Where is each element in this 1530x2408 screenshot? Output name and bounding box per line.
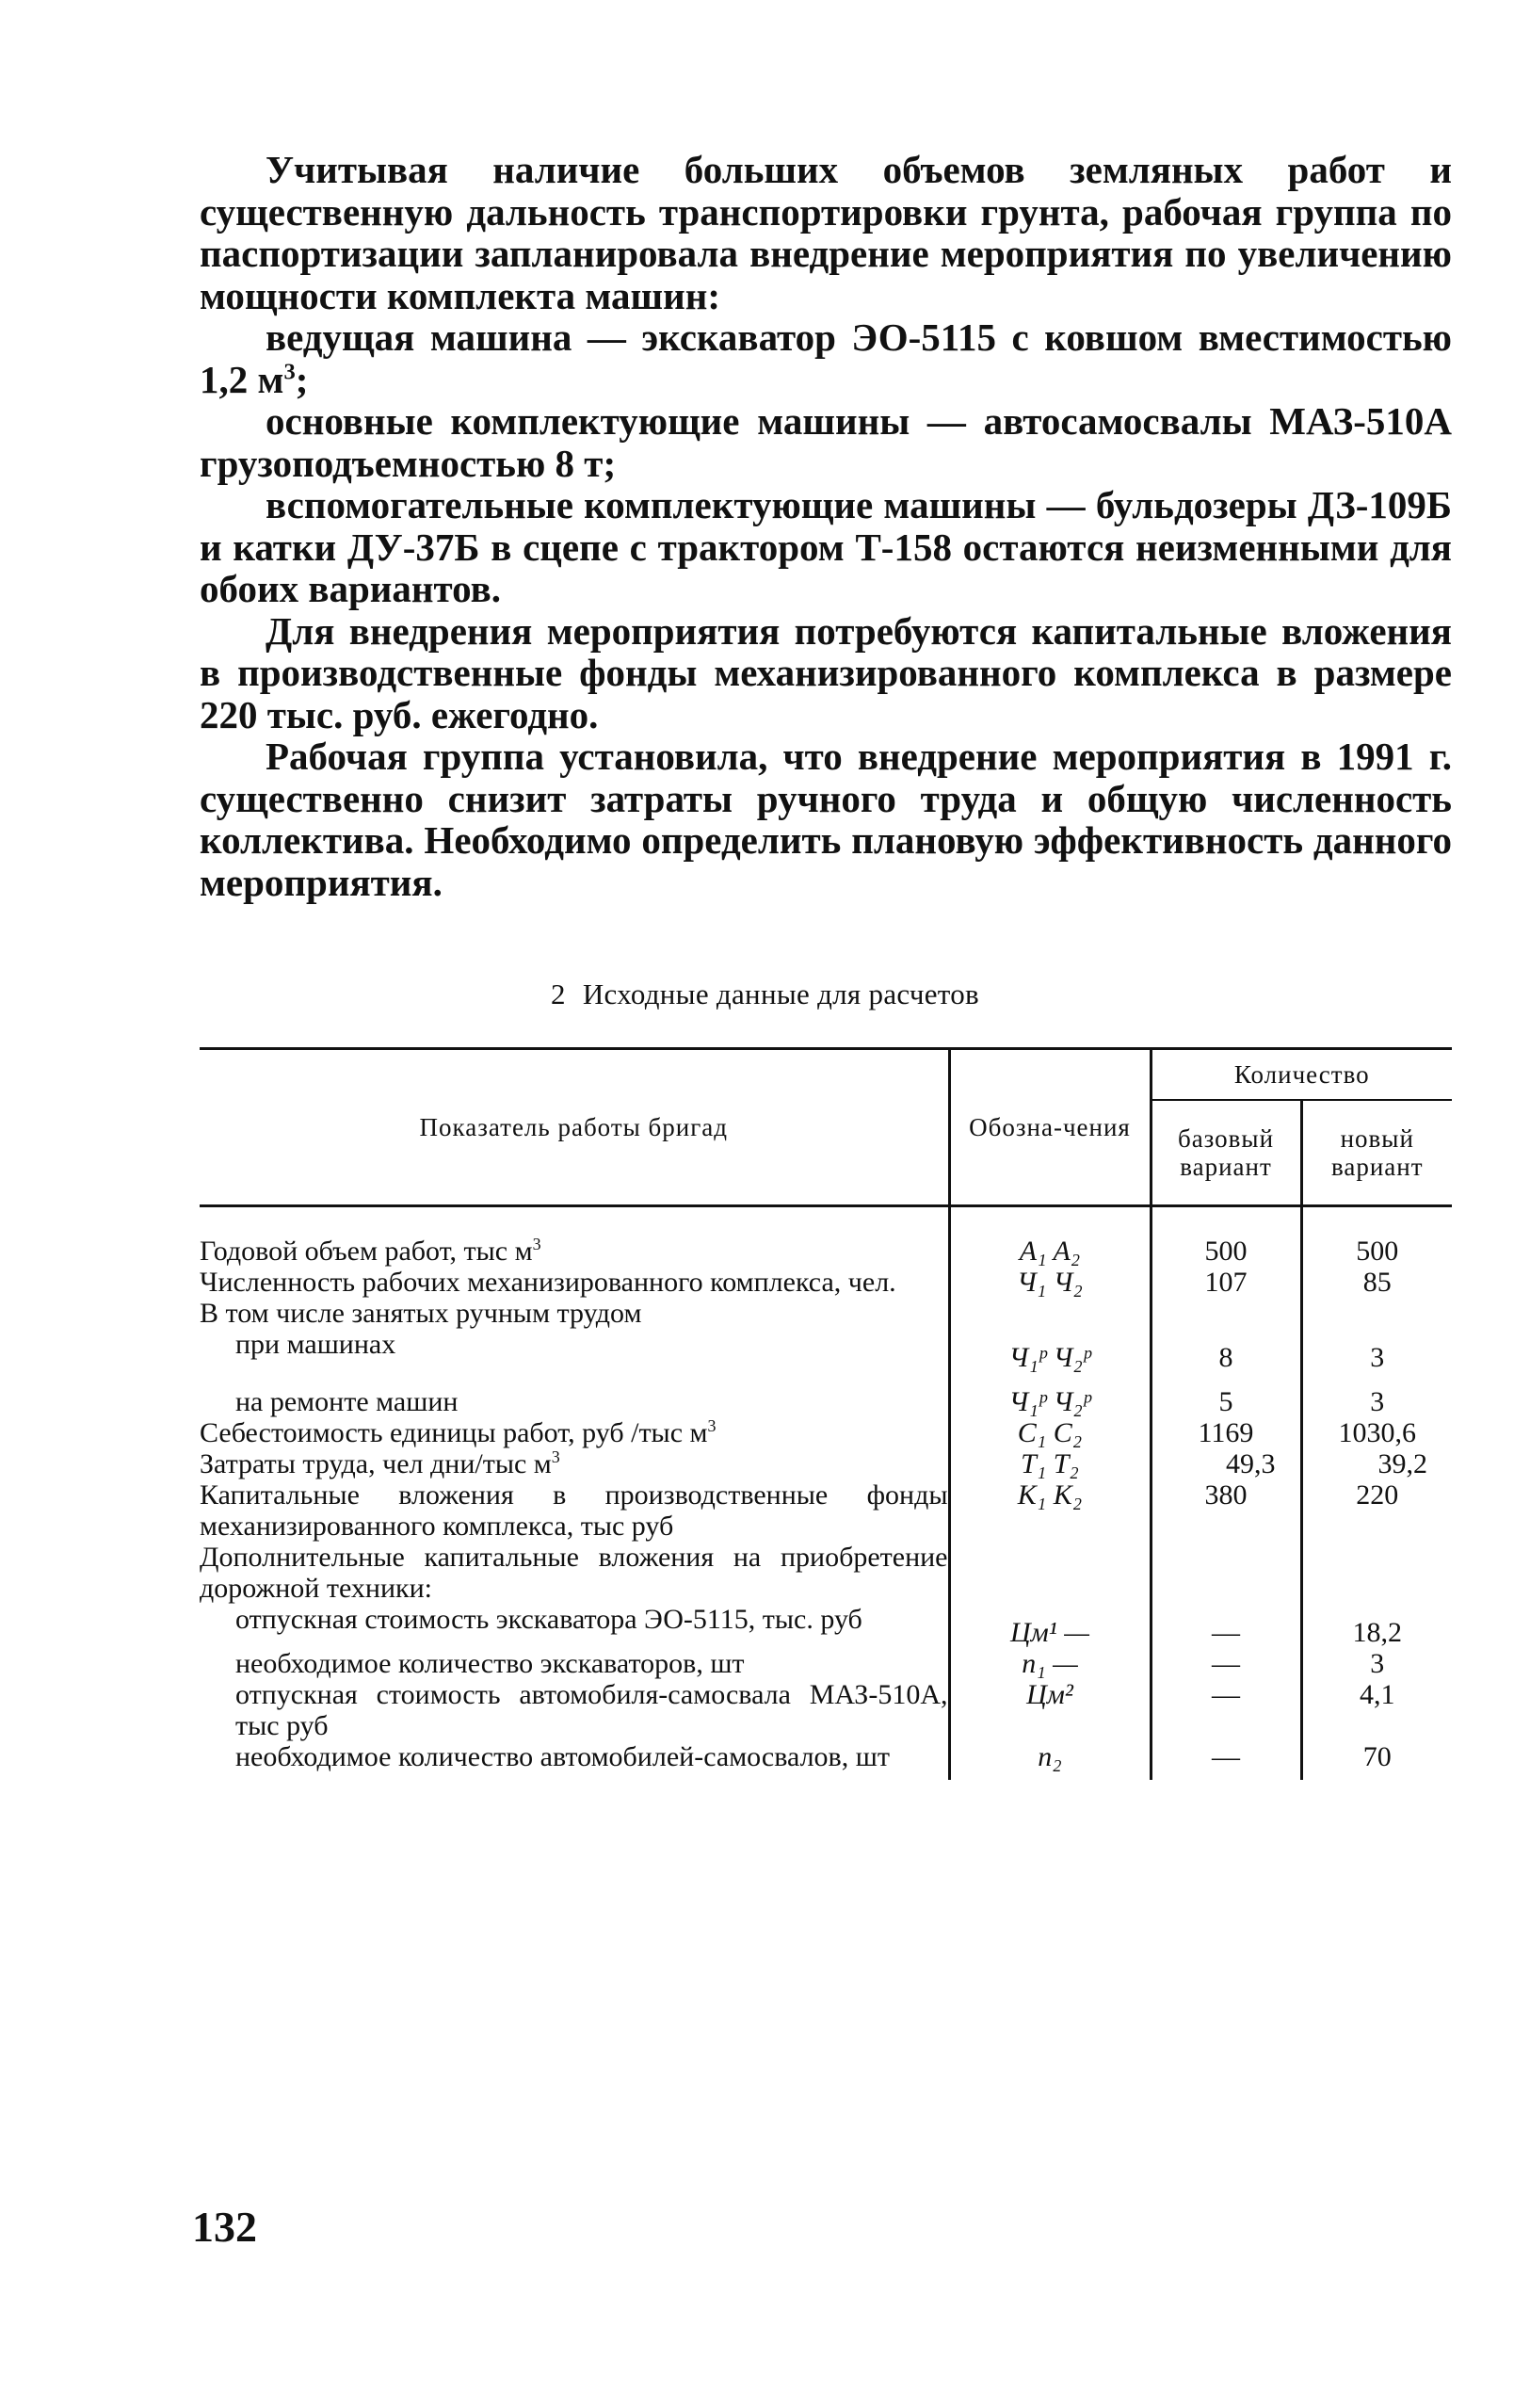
symbol-cell: n₁ — xyxy=(949,1648,1151,1679)
new-value xyxy=(1301,1542,1452,1604)
indicator-cell xyxy=(200,1448,949,1479)
symbol-cell: K₁ K₂ xyxy=(949,1479,1151,1542)
indicator-cell: Дополнительные капитальные вложения на приобретение дорожной техники: xyxy=(200,1542,948,1604)
base-value xyxy=(1151,1298,1301,1329)
symbol-cell: Цм¹ — xyxy=(949,1604,1151,1648)
table-number: 2 xyxy=(551,978,566,1010)
indicator-cell: на ремонте машин xyxy=(235,1386,459,1417)
table-row xyxy=(200,1542,1452,1604)
symbol-cell xyxy=(949,1542,1151,1604)
new-value: 4,1 xyxy=(1301,1679,1452,1741)
indicator-cell: отпускная стоимость экскаватора ЭО-5115, тыс. руб xyxy=(235,1604,862,1635)
base-value: 8 xyxy=(1151,1329,1301,1373)
table-row xyxy=(200,1741,1452,1780)
table-caption xyxy=(0,978,1530,1011)
base-value: 1169 xyxy=(1151,1417,1301,1448)
new-value: 70 xyxy=(1301,1741,1452,1780)
base-value: 49,3 xyxy=(1151,1448,1301,1479)
new-value: 3 xyxy=(1301,1329,1452,1373)
new-value: 500 xyxy=(1301,1206,1452,1268)
new-value xyxy=(1301,1298,1452,1329)
new-value: 3 xyxy=(1301,1648,1452,1679)
paragraph: Учитывая наличие больших объемов земляных работ и существенную дальность транспортировки грунта, рабочая группа по паспортизации запланировала внедрение мероприятия по увеличению мощности комплекта машин: xyxy=(200,148,1452,317)
symbol-cell: Ч₁ᵖ Ч₂ᵖ xyxy=(949,1329,1151,1373)
table-row xyxy=(200,1298,1452,1329)
indicator-text: Годовой объем работ, тыс м xyxy=(200,1236,533,1267)
indicator-cell xyxy=(200,1417,949,1448)
indicator-cell: необходимое количество автомобилей-самосвалов, шт xyxy=(235,1741,890,1772)
superscript: 3 xyxy=(551,1447,560,1466)
superscript: 3 xyxy=(283,358,296,384)
indicator-cell: В том числе занятых ручным трудом xyxy=(200,1298,642,1329)
paragraph xyxy=(200,316,1452,400)
table-row xyxy=(200,1648,1452,1679)
paragraph-tail: ; xyxy=(295,357,309,401)
indicator-cell: Капитальные вложения в производственные фонды механизированного комплекса, тыс руб xyxy=(200,1479,948,1542)
table-row xyxy=(200,1206,1452,1268)
paragraph: основные комплектующие машины — автосамосвалы МАЗ-510А грузоподъемностью 8 т; xyxy=(200,399,1452,485)
symbol-cell: Ч₁ᵖ Ч₂ᵖ xyxy=(949,1373,1151,1417)
data-table-wrapper xyxy=(200,1047,1452,1780)
paragraph-text: ведущая машина — экскаватор ЭО-5115 с ковшом вместимостью 1,2 м xyxy=(200,315,1452,401)
indicator-text: Себестоимость единицы работ, руб /тыс м xyxy=(200,1417,708,1448)
new-value: 3 xyxy=(1301,1373,1452,1417)
base-value: — xyxy=(1151,1604,1301,1648)
superscript: 3 xyxy=(532,1235,541,1253)
paragraph: Рабочая группа установила, что внедрение мероприятия в 1991 г. существенно снизит затраты ручного труда и общую численность коллектива. Необходимо определить плановую эффективность данного мероприятия. xyxy=(200,735,1452,904)
header-indicator: Показатель работы бригад xyxy=(200,1049,949,1206)
indicator-cell: при машинах xyxy=(235,1329,396,1360)
header-base: базовый вариант xyxy=(1151,1100,1301,1206)
page-number: 132 xyxy=(192,2203,257,2251)
symbol-cell: Ч₁ Ч₂ xyxy=(949,1267,1151,1298)
base-value: — xyxy=(1151,1741,1301,1780)
new-value: 85 xyxy=(1301,1267,1452,1298)
header-quantity: Количество xyxy=(1151,1049,1452,1101)
indicator-cell: отпускная стоимость автомобиля-самосвала МАЗ-510А, тыс руб xyxy=(235,1679,948,1741)
symbol-cell xyxy=(949,1298,1151,1329)
table-title: Исходные данные для расчетов xyxy=(582,978,979,1010)
table-row xyxy=(200,1329,1452,1373)
header-symbols: Обозна-чения xyxy=(949,1049,1151,1206)
table-row xyxy=(200,1267,1452,1298)
header-new: новый вариант xyxy=(1301,1100,1452,1206)
indicator-text: Затраты труда, чел дни/тыс м xyxy=(200,1448,552,1479)
base-value: 380 xyxy=(1151,1479,1301,1542)
symbol-cell: C₁ C₂ xyxy=(949,1417,1151,1448)
base-value: — xyxy=(1151,1679,1301,1741)
symbol-cell: T₁ T₂ xyxy=(949,1448,1151,1479)
base-value: — xyxy=(1151,1648,1301,1679)
table-row xyxy=(200,1604,1452,1648)
base-value: 5 xyxy=(1151,1373,1301,1417)
superscript: 3 xyxy=(707,1416,717,1435)
new-value: 18,2 xyxy=(1301,1604,1452,1648)
table-row xyxy=(200,1479,1452,1542)
new-value: 1030,6 xyxy=(1301,1417,1452,1448)
symbol-cell: Цм² xyxy=(949,1679,1151,1741)
base-value: 500 xyxy=(1151,1206,1301,1268)
table-row xyxy=(200,1373,1452,1417)
table-row xyxy=(200,1448,1452,1479)
indicator-cell xyxy=(200,1206,949,1268)
data-table xyxy=(200,1047,1452,1780)
paragraph: вспомогательные комплектующие машины — бульдозеры ДЗ-109Б и катки ДУ-37Б в сцепе с трактором Т-158 остаются неизменными для обоих вариантов. xyxy=(200,483,1452,610)
new-value: 220 xyxy=(1301,1479,1452,1542)
base-value: 107 xyxy=(1151,1267,1301,1298)
new-value: 39,2 xyxy=(1301,1448,1452,1479)
body-text xyxy=(200,149,1452,903)
symbol-cell: A₁ A₂ xyxy=(949,1206,1151,1268)
symbol-cell: n₂ xyxy=(949,1741,1151,1780)
base-value xyxy=(1151,1542,1301,1604)
paragraph: Для внедрения мероприятия потребуются капитальные вложения в производственные фонды механизированного комплекса в размере 220 тыс. руб. ежегодно. xyxy=(200,608,1452,736)
indicator-cell: Численность рабочих механизированного комплекса, чел. xyxy=(200,1267,896,1298)
indicator-cell: необходимое количество экскаваторов, шт xyxy=(235,1648,745,1679)
table-row xyxy=(200,1417,1452,1448)
table-row xyxy=(200,1679,1452,1741)
